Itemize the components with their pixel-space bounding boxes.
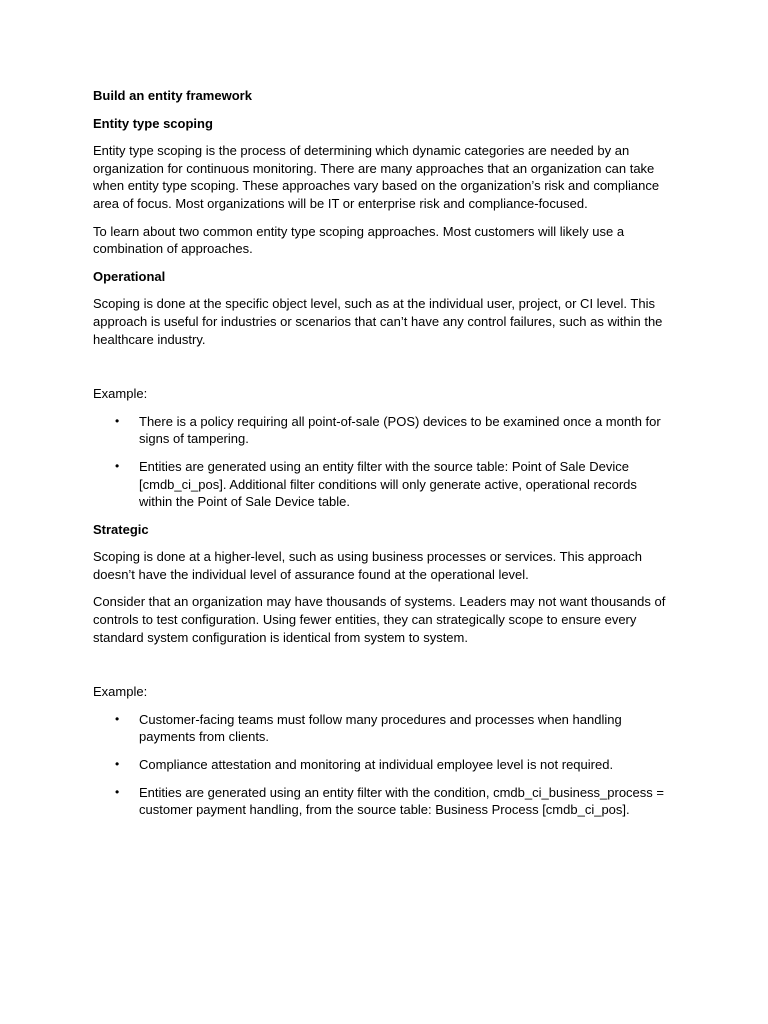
list-item-text: Entities are generated using an entity filter with the source table: Point of Sale Device [cmdb_ci_pos]. Additional filter conditions will only generate active, operational records within the Point of Sale Device table.: [139, 458, 637, 510]
paragraph-scoping-intro: Entity type scoping is the process of determining which dynamic categories are needed by an organization for continuous monitoring. There are many approaches that an organization can take when entity type scoping. These approaches vary based on the organization’s risk and compliance area of focus. Most organizations will be IT or enterprise risk and compliance-focused.: [93, 143, 660, 211]
paragraph-operational: Scoping is done at the specific object level, such as at the individual user, project, or CI level. This approach is useful for industries or scenarios that can’t have any control failures, such as within the healthcare industry.: [93, 296, 663, 347]
paragraph-scoping-approaches: To learn about two common entity type scoping approaches. Most customers will likely use a combination of approaches.: [93, 223, 625, 257]
list-item-text: Customer-facing teams must follow many procedures and processes when handling payments from clients.: [139, 711, 622, 745]
blank-line: [93, 656, 672, 683]
list-item-text: Entities are generated using an entity filter with the condition, cmdb_ci_business_process = customer payment handling, from the source table: Business Process [cmdb_ci_pos].: [139, 784, 664, 818]
section-heading-entity-type-scoping: Entity type scoping: [93, 115, 213, 131]
bullet-icon: •: [115, 711, 120, 726]
bullet-icon: •: [115, 458, 120, 473]
list-item: [115, 458, 672, 511]
bullet-icon: •: [115, 757, 120, 772]
example-label-operational: Example:: [93, 386, 148, 402]
section-heading-strategic: Strategic: [93, 521, 149, 537]
paragraph-strategic: Scoping is done at a higher-level, such as using business processes or services. This approach doesn’t have the individual level of assurance found at the operational level.: [93, 549, 642, 582]
list-item-text: Compliance attestation and monitoring at individual employee level is not required.: [139, 757, 614, 773]
paragraph-strategic-consider: Consider that an organization may have thousands of systems. Leaders may not want thousands of controls to test configuration. Using fewer entities, they can strategically scope to ensure every standard system configuration is identical from system to system.: [93, 594, 666, 645]
bullet-icon: •: [115, 413, 120, 428]
example-label-strategic: Example:: [93, 684, 148, 700]
bullet-list-operational: [93, 413, 672, 511]
bullet-icon: •: [115, 784, 120, 799]
list-item: [115, 784, 672, 819]
section-heading-operational: Operational: [93, 268, 166, 284]
blank-line: [93, 358, 672, 385]
list-item: [115, 413, 672, 448]
list-item: [115, 711, 672, 746]
list-item: [115, 756, 672, 774]
document-title: Build an entity framework: [93, 88, 252, 103]
bullet-list-strategic: [93, 711, 672, 819]
list-item-text: There is a policy requiring all point-of-sale (POS) devices to be examined once a month for signs of tampering.: [139, 413, 661, 447]
